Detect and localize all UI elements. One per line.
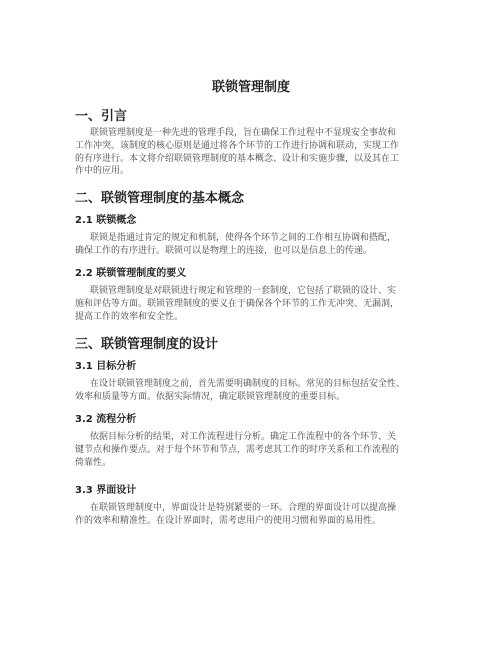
subsection-heading-2-1: 2.1 联锁概念 [75,215,137,226]
section-heading-basic-concepts: 二、联锁管理制度的基本概念 [75,191,245,206]
text-line: 确保工作的有序进行。联锁可以是物理上的连接，也可以是信息上的传递。 [75,245,373,256]
text-line: 联锁是指通过肯定的规定和机制，使得各个环节之间的工作相互协调和搭配， [90,233,397,243]
text-line: 工作冲突。该制度的核心原则是通过将各个环节的工作进行协调和联动，实现工作 [75,140,400,151]
text-line: 在设计联锁管理制度之前，首先需要明确制度的目标。常见的目标包括安全性、 [90,379,406,389]
text-line: 的有序进行。本文将介绍联锁管理制度的基本概念、设计和实施步骤，以及其在工 [75,153,400,164]
text-line: 联锁管理制度是一种先进的管理手段，旨在确保工作过程中不显现安全事故和 [90,128,397,138]
text-line: 键节点和操作要点。对于每个环节和节点，需考虑其工作的时序关系和工作流程的 [75,444,400,455]
text-line: 作中的应用。 [75,166,130,177]
text-line: 依据目标分析的结果，对工作流程进行分析。确定工作流程中的各个环节、关 [90,432,397,442]
section-heading-design: 三、联锁管理制度的设计 [75,337,219,352]
subsection-heading-3-2: 3.2 流程分析 [75,414,137,425]
subsection-heading-2-2: 2.2 联锁管理制度的要义 [75,268,187,279]
subsection-heading-3-1: 3.1 目标分析 [75,361,137,372]
subsection-paragraph-3-1 [75,378,435,404]
document-title: 联锁管理制度 [211,80,290,95]
text-line: 倚靠性。 [75,457,112,468]
subsection-paragraph-3-2 [75,431,435,469]
text-line: 在联锁管理制度中，界面设计是特别紧要的一环。合理的界面设计可以提高操 [90,503,397,513]
text-line: 联锁管理制度是对联锁进行规定和管理的一套制度，它包括了联锁的设计、实 [90,286,397,296]
section-heading-introduction: 一、引言 [75,109,128,124]
text-line: 施和评估等方面。联锁管理制度的要义在于确保各个环节的工作无冲突、无漏洞， [75,298,400,309]
section-paragraph-introduction [75,127,435,178]
text-line: 作的效率和精准性。在设计界面时，需考虑用户的使用习惯和界面的易用性。 [75,515,382,526]
subsection-heading-3-3: 3.3 界面设计 [75,485,137,496]
subsection-paragraph-2-2 [75,285,435,323]
subsection-paragraph-2-1 [75,232,435,258]
text-line: 提高工作的效率和安全性。 [75,311,184,322]
text-line: 效率和质量等方面。依据实际情况，确定联锁管理制度的重要目标。 [75,391,346,402]
subsection-paragraph-3-3 [75,502,435,528]
